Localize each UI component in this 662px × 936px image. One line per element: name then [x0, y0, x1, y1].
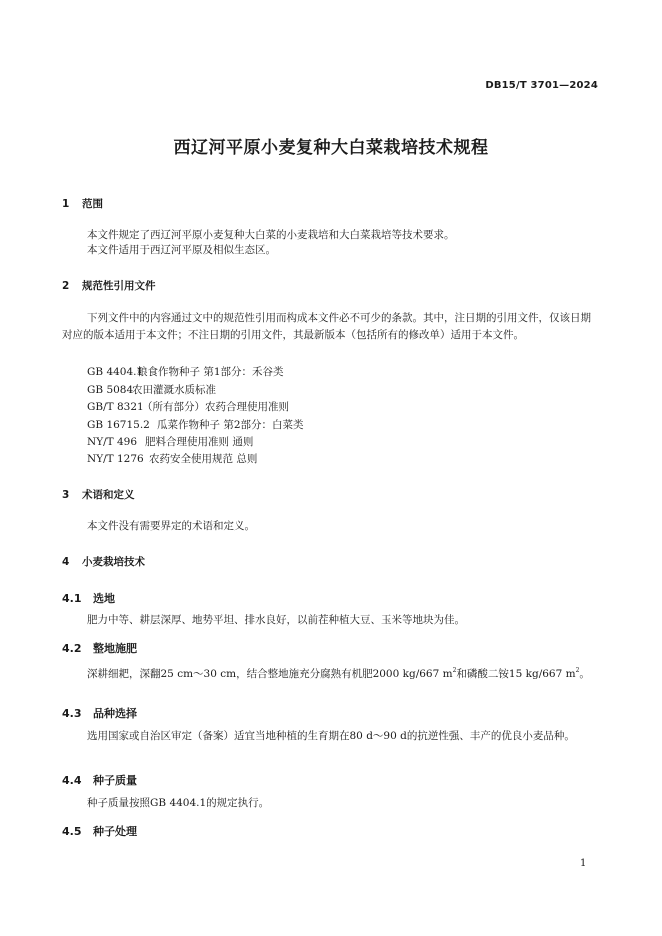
- subsection-title: 整地施肥: [93, 642, 137, 655]
- subsection-heading-4-4: [62, 772, 137, 788]
- reference-code: NY/T 496: [87, 436, 138, 448]
- reference-title: 肥料合理使用准则 通则: [145, 436, 254, 448]
- section-number: 3: [62, 489, 70, 501]
- reference-code: NY/T 1276: [87, 453, 144, 465]
- reference-code: GB 4404.1: [87, 366, 144, 378]
- reference-item: [87, 382, 216, 397]
- paragraph: 本文件规定了西辽河平原小麦复种大白菜的小麦栽培和大白菜栽培等技术要求。: [87, 229, 455, 241]
- section-number: 2: [62, 280, 70, 292]
- text-run: 和磷酸二铵15 kg/667 m: [456, 668, 576, 680]
- subsection-number: 4.1: [62, 592, 82, 605]
- reference-code: GB/T 8321: [87, 401, 144, 413]
- section-number: 4: [62, 556, 70, 568]
- section-heading-2: [62, 278, 156, 293]
- reference-title: 瓜菜作物种子 第2部分：白菜类: [157, 419, 304, 431]
- reference-title: （所有部分）农药合理使用准则: [142, 401, 289, 413]
- reference-title: 粮食作物种子 第1部分：禾谷类: [137, 366, 284, 378]
- subsection-number: 4.5: [62, 825, 82, 838]
- reference-title: 农田灌溉水质标准: [132, 384, 216, 396]
- paragraph: 肥力中等、耕层深厚、地势平坦、排水良好，以前茬种植大豆、玉米等地块为佳。: [87, 614, 465, 626]
- text-run: 。: [579, 668, 590, 680]
- superscript: 2: [452, 667, 457, 674]
- paragraph: 本文件适用于西辽河平原及相似生态区。: [87, 244, 276, 256]
- subsection-number: 4.2: [62, 642, 82, 655]
- section-title: 术语和定义: [82, 489, 135, 501]
- paragraph: 本文件没有需要界定的术语和定义。: [87, 520, 255, 532]
- text-run: 深耕细耙，深翻25 cm～30 cm，结合整地施充分腐熟有机肥2000 kg/667 m: [87, 668, 453, 680]
- subsection-title: 种子处理: [93, 825, 137, 838]
- subsection-title: 选地: [93, 592, 115, 605]
- subsection-number: 4.4: [62, 774, 82, 787]
- section-number: 1: [62, 198, 70, 210]
- superscript: 2: [575, 667, 580, 674]
- reference-item: [87, 417, 304, 432]
- paragraph: 下列文件中的内容通过文中的规范性引用而构成本文件必不可少的条款。其中，注日期的引用文件，仅该日期对应的版本适用于本文件；不注日期的引用文件，其最新版本（包括所有的修改单）适用于本文件。: [62, 312, 591, 341]
- paragraph: [62, 662, 600, 683]
- reference-code: GB 16715.2: [87, 419, 150, 431]
- subsection-title: 品种选择: [93, 707, 137, 720]
- reference-item: [87, 434, 253, 449]
- paragraph: 种子质量按照GB 4404.1的规定执行。: [87, 797, 270, 809]
- reference-code: GB 5084: [87, 384, 134, 396]
- reference-item: [87, 451, 257, 466]
- paragraph: 选用国家或自治区审定（备案）适宜当地种植的生育期在80 d～90 d的抗逆性强、丰产的优良小麦品种。: [87, 730, 575, 742]
- reference-item: [87, 364, 284, 379]
- page-number: 1: [580, 858, 587, 869]
- document-code: DB15/T 3701—2024: [485, 80, 598, 91]
- section-title: 规范性引用文件: [82, 280, 156, 292]
- section-heading-4: [62, 554, 145, 569]
- section-title: 小麦栽培技术: [82, 556, 145, 568]
- subsection-title: 种子质量: [93, 774, 137, 787]
- section-heading-1: [62, 196, 103, 211]
- subsection-heading-4-3: [62, 705, 137, 721]
- section-title: 范围: [82, 198, 103, 210]
- subsection-heading-4-5: [62, 823, 137, 839]
- subsection-heading-4-1: [62, 590, 115, 606]
- section-heading-3: [62, 487, 135, 502]
- reference-title: 农药安全使用规范 总则: [149, 453, 258, 465]
- subsection-heading-4-2: [62, 640, 137, 656]
- subsection-number: 4.3: [62, 707, 82, 720]
- page-title: 西辽河平原小麦复种大白菜栽培技术规程: [173, 138, 489, 158]
- reference-item: [87, 399, 289, 414]
